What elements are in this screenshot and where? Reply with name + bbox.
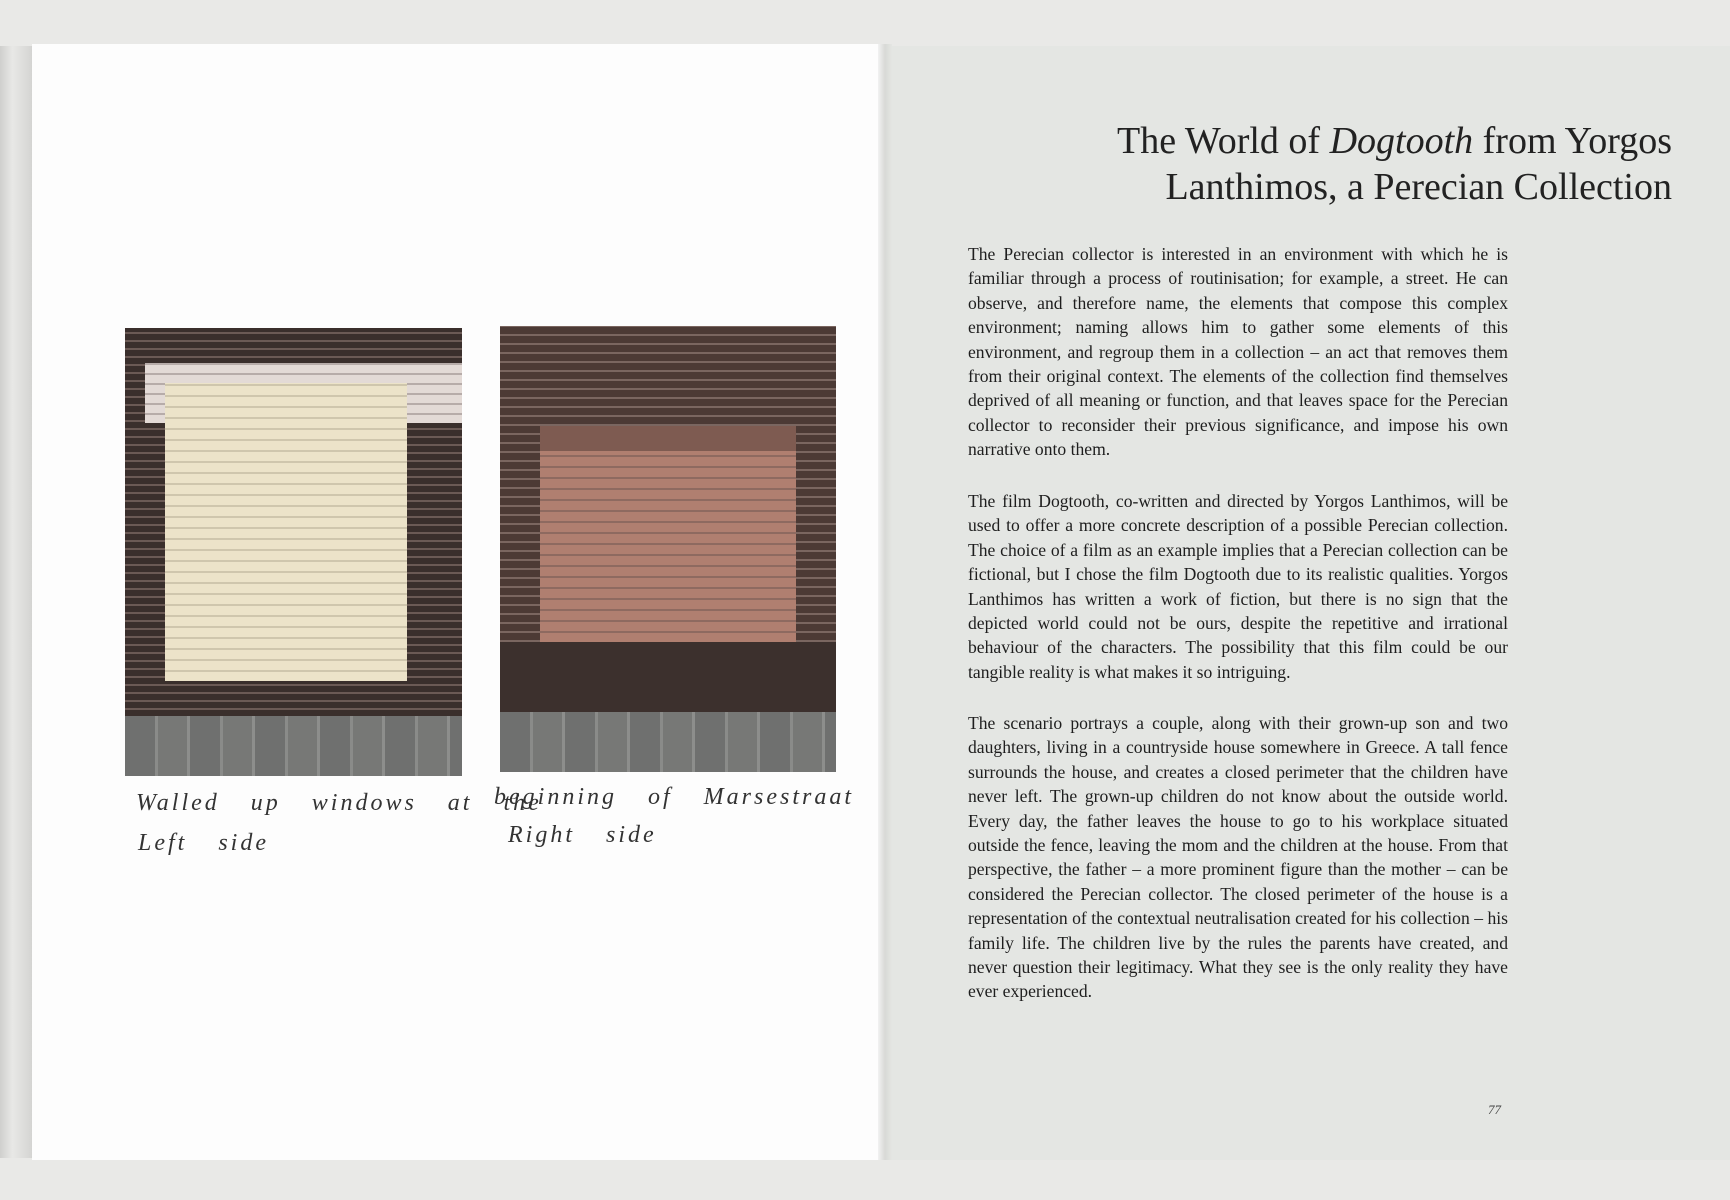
handwritten-caption-line2-left: Left side — [138, 830, 269, 856]
handwritten-caption-line1-left: Walled up windows at the — [136, 790, 542, 816]
page-number: 77 — [1488, 1102, 1501, 1117]
body-paragraph-1: The Perecian collector is interested in an environment with which he is familiar through a process of routinisation; for example, a street. He can observe, and therefore name, the elements that compose this complex environment; naming allows him to gather some elements of this environment, and regroup them in a collection – an act that removes them from their original context. The elements of the collection find themselves deprived of all meaning or function, and that leaves space for the Perecian collector to reconsider their previous significance, and impose his own narrative onto them. — [968, 244, 1508, 460]
body-paragraph-2: The film Dogtooth, co-written and directed by Yorgos Lanthimos, will be used to offer a more concrete description of a possible Perecian collection. The choice of a film as an example implies that a Perecian collection can be fictional, but I chose the film Dogtooth due to its realistic qualities. Yorgos Lanthimos has written a work of fiction, but there is no sign that the depicted world could not be ours, despite the repetitive and irrational behaviour of the characters. The possibility that this film could be our tangible reality is what makes it so intriguing. — [968, 491, 1508, 682]
body-paragraph-3: The scenario portrays a couple, along with their grown-up son and two daughters, living in a countryside house somewhere in Greece. A tall fence surrounds the house, and creates a closed perimeter that the children have never left. The grown-up children do not know about the outside world. Every day, the father leaves the house to go to his workplace situated outside the fence, leaving the mom and the children at the house. From that perspective, the father – a more prominent figure than the mother – can be considered the Perecian collector. The closed perimeter of the house is a representation of the contextual neutralisation created for his collection – his family life. The children live by the rules the parents have created, and never question their legitimacy. What they see is the only reality they have ever experienced. — [968, 713, 1508, 1002]
walled-window-left-photo — [125, 328, 462, 776]
walled-window-right-photo — [500, 326, 836, 772]
chapter-title: The World of Dogtooth from Yorgos Lanthimos, a Perecian Collection — [1116, 120, 1672, 208]
page-stack-edge — [0, 46, 32, 1158]
handwritten-caption-line2-right: Right side — [508, 822, 657, 848]
book-gutter — [878, 44, 892, 1160]
handwritten-caption-line1-right: beginning of Marsestraat — [494, 784, 854, 810]
